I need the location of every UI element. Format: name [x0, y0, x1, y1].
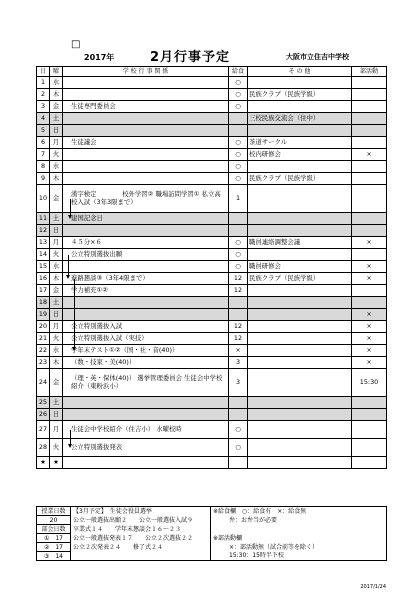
cell-other — [248, 439, 352, 457]
cell-day: 19 — [37, 309, 50, 321]
cell-day: 24 — [37, 369, 50, 397]
cell-dow: 日 — [50, 409, 63, 421]
date-stamp: 2017/1/24 — [360, 584, 386, 590]
page-title: 2月行事予定 — [150, 50, 231, 65]
cell-dow: 土 — [50, 113, 63, 125]
cell-other: 民族クラブ（民族学級） — [248, 273, 352, 285]
footer-line: 【3月予定】 生徒会役員選挙 — [71, 507, 211, 516]
cell-other — [248, 101, 352, 113]
cell-lunch: 12 — [229, 285, 248, 297]
cell-other — [248, 357, 352, 369]
col-day: 日 — [37, 67, 50, 77]
cell-lunch — [229, 125, 248, 137]
cell-other — [248, 161, 352, 173]
table-row — [37, 101, 387, 113]
cell-events: 公立特別選抜発表 — [63, 439, 229, 457]
cell-day: 14 — [37, 249, 50, 261]
footer-line: 卒業式１４ 学年末懇談会１６〜２３ — [71, 525, 211, 534]
cell-dow: 金 — [50, 285, 63, 297]
cell-other: 民族クラブ（民族学級） — [248, 173, 352, 185]
cell-other: 茶道サークル — [248, 137, 352, 149]
cell-club — [352, 185, 387, 213]
cell-club: × — [352, 237, 387, 249]
footer-table — [36, 506, 387, 561]
cell-other: 校内研修会 — [248, 149, 352, 161]
footer-note: 弁：お弁当が必要 — [211, 516, 387, 525]
cell-day: 22 — [37, 345, 50, 357]
table-row — [37, 357, 387, 369]
cell-day: 6 — [37, 137, 50, 149]
cell-day: 23 — [37, 357, 50, 369]
footer-note: ※部活動欄 — [211, 534, 387, 543]
schedule-table — [36, 66, 387, 469]
cell-club — [352, 125, 387, 137]
cell-dow: 木 — [50, 173, 63, 185]
cell-club — [352, 77, 387, 89]
cell-dow: 月 — [50, 237, 63, 249]
table-row — [37, 273, 387, 285]
cell-dow: 日 — [50, 309, 63, 321]
cell-other — [248, 321, 352, 333]
cell-lunch: ○ — [229, 89, 248, 101]
cell-dow: 木 — [50, 357, 63, 369]
col-lunch: 給食 — [229, 67, 248, 77]
cell-events — [63, 77, 229, 89]
cell-events: 漢字検定 校外学習② 職場訪問学習① 私立高校入試（3年3限まで） — [63, 185, 229, 213]
cell-day: 8 — [37, 161, 50, 173]
footer-note: ※給食欄 ○：給食有 ×：給食無 — [211, 507, 387, 516]
cell-lunch: ○ — [229, 249, 248, 261]
cell-lunch: ○ — [229, 261, 248, 273]
cell-club — [352, 439, 387, 457]
table-row — [37, 397, 387, 409]
cell-day: 21 — [37, 333, 50, 345]
cell-club: 15:30 — [352, 369, 387, 397]
table-row — [37, 261, 387, 273]
footer-label: 部会日数 — [37, 525, 71, 534]
table-row — [37, 285, 387, 297]
period-arrow — [70, 199, 71, 216]
cell-lunch — [229, 225, 248, 237]
cell-club — [352, 213, 387, 225]
cell-day: 16 — [37, 273, 50, 285]
cell-other — [248, 77, 352, 89]
table-row — [37, 345, 387, 357]
cell-dow: 火 — [50, 333, 63, 345]
cell-events — [63, 113, 229, 125]
cell-dow: 金 — [50, 101, 63, 113]
cell-lunch — [229, 113, 248, 125]
cell-events — [63, 397, 229, 409]
cell-club: × — [352, 149, 387, 161]
table-row — [37, 213, 387, 225]
cell-lunch — [229, 309, 248, 321]
table-row — [37, 149, 387, 161]
period-arrow — [70, 430, 71, 445]
cell-events: 進路懇談③（3年4限まで） — [63, 273, 229, 285]
cell-lunch: ○ — [229, 77, 248, 89]
cell-club — [352, 409, 387, 421]
cell-lunch — [229, 213, 248, 225]
cell-club — [352, 249, 387, 261]
cell-dow: 水 — [50, 345, 63, 357]
footer-line: 公立２次発表２４ 修了式２４ — [71, 543, 211, 552]
footer-row — [37, 507, 387, 516]
cell-lunch — [229, 457, 248, 469]
period-arrow — [68, 255, 69, 276]
cell-day: 5 — [37, 125, 50, 137]
arrow-head — [68, 444, 72, 448]
cell-club: × — [352, 273, 387, 285]
footer-line: 公立一般選抜発表１７ 公立２次選抜２２ — [71, 534, 211, 543]
table-row — [37, 369, 387, 397]
cell-club — [352, 101, 387, 113]
cell-other: 職員連絡調整会議 — [248, 237, 352, 249]
cell-lunch: ○ — [229, 439, 248, 457]
cell-club: × — [352, 309, 387, 321]
cell-events: （数・技家・美(40)） — [63, 357, 229, 369]
cell-club — [352, 457, 387, 469]
cell-events: 学力補充①② — [63, 285, 229, 297]
cell-day: 15 — [37, 261, 50, 273]
table-row — [37, 77, 387, 89]
cell-club — [352, 137, 387, 149]
cell-dow: 月 — [50, 137, 63, 149]
arrow-head — [68, 215, 72, 219]
cell-day: 28 — [37, 439, 50, 457]
cell-dow: 日 — [50, 225, 63, 237]
col-dow: 曜 — [50, 67, 63, 77]
table-row — [37, 439, 387, 457]
footer-row — [37, 525, 387, 534]
table-row — [37, 161, 387, 173]
cell-events: （理・英・保体(40)） 選挙管理委員会 生徒会中学校紹介（東粉浜小） — [63, 369, 229, 397]
cell-other — [248, 213, 352, 225]
footer-line — [71, 552, 211, 561]
cell-lunch: ○ — [229, 173, 248, 185]
cell-day: 1 — [37, 77, 50, 89]
cell-club: × — [352, 333, 387, 345]
cell-club — [352, 173, 387, 185]
footer-label: 授業日数 — [37, 507, 71, 516]
cell-day: 18 — [37, 297, 50, 309]
table-row — [37, 225, 387, 237]
cell-day: 12 — [37, 225, 50, 237]
cell-day: 3 — [37, 101, 50, 113]
cell-day: 27 — [37, 421, 50, 439]
cell-events — [63, 409, 229, 421]
cell-lunch: ○ — [229, 421, 248, 439]
cell-dow: 水 — [50, 77, 63, 89]
cell-lunch: ○ — [229, 149, 248, 161]
col-other: そ の 他 — [248, 67, 352, 77]
cell-lunch — [229, 409, 248, 421]
cell-day: 17 — [37, 285, 50, 297]
cell-other — [248, 249, 352, 261]
cell-events: 学年末テスト①②（国・社・音(40)） — [63, 345, 229, 357]
period-arrow — [74, 279, 75, 348]
cell-lunch: ○ — [229, 137, 248, 149]
cell-club: × — [352, 321, 387, 333]
cell-day: 4 — [37, 113, 50, 125]
checkbox-mark: □ — [71, 39, 81, 50]
cell-other — [248, 185, 352, 213]
footer-note — [211, 525, 387, 534]
col-club: 部活動 — [352, 67, 387, 77]
cell-dow: 水 — [50, 161, 63, 173]
cell-lunch: ○ — [229, 237, 248, 249]
cell-dow: 土 — [50, 297, 63, 309]
cell-lunch: 12 — [229, 321, 248, 333]
cell-events: ４５分×６ — [63, 237, 229, 249]
cell-events: 公立特別選抜入試（実技） — [63, 333, 229, 345]
cell-lunch: 3 — [229, 369, 248, 397]
cell-club: × — [352, 357, 387, 369]
cell-other — [248, 409, 352, 421]
cell-other — [248, 397, 352, 409]
col-events: 学 校 行 事 関 係 — [63, 67, 229, 77]
cell-day: 10 — [37, 185, 50, 213]
cell-events — [63, 89, 229, 101]
cell-lunch — [229, 297, 248, 309]
table-row — [37, 113, 387, 125]
table-row — [37, 137, 387, 149]
cell-lunch: 1 — [229, 185, 248, 213]
cell-events: 生徒会中学校紹介（住吉小） 水曜校時 — [63, 421, 229, 439]
cell-events: 建国記念日 — [63, 213, 229, 225]
footer-label: ② 17 — [37, 543, 71, 552]
table-header — [37, 67, 387, 77]
cell-events — [63, 161, 229, 173]
cell-lunch — [229, 397, 248, 409]
cell-other: 三校民族交流会（住中） — [248, 113, 352, 125]
cell-lunch: 12 — [229, 333, 248, 345]
cell-club — [352, 397, 387, 409]
cell-day: 26 — [37, 409, 50, 421]
cell-club — [352, 161, 387, 173]
cell-club — [352, 421, 387, 439]
cell-day: ★ — [37, 457, 50, 469]
cell-club — [352, 225, 387, 237]
cell-day: 2 — [37, 89, 50, 101]
cell-lunch: ○ — [229, 101, 248, 113]
cell-club — [352, 113, 387, 125]
cell-events: 公立特別選抜出願 — [63, 249, 229, 261]
cell-dow: 月 — [50, 421, 63, 439]
cell-club — [352, 297, 387, 309]
cell-events — [63, 149, 229, 161]
cell-club: × — [352, 345, 387, 357]
table-row — [37, 297, 387, 309]
year-label: 2017年 — [84, 53, 115, 62]
cell-dow: 金 — [50, 185, 63, 213]
cell-day: 20 — [37, 321, 50, 333]
cell-other — [248, 309, 352, 321]
table-row — [37, 421, 387, 439]
footer-row — [37, 543, 387, 552]
cell-dow: 火 — [50, 149, 63, 161]
cell-dow: 日 — [50, 125, 63, 137]
footer-line: 公立一般選抜出願２ 公立一般選抜入試９ — [71, 516, 211, 525]
table-row — [37, 333, 387, 345]
cell-other — [248, 457, 352, 469]
cell-other — [248, 369, 352, 397]
cell-events: 生徒専門委員会 — [63, 101, 229, 113]
cell-dow: 火 — [50, 249, 63, 261]
cell-events — [63, 309, 229, 321]
cell-dow: 土 — [50, 397, 63, 409]
footer-row — [37, 516, 387, 525]
cell-lunch: ○ — [229, 161, 248, 173]
cell-dow: 木 — [50, 273, 63, 285]
cell-dow: 木 — [50, 89, 63, 101]
footer-row — [37, 534, 387, 543]
table-row — [37, 309, 387, 321]
cell-day: 11 — [37, 213, 50, 225]
footer-note: 15:30：15時半下校 — [211, 552, 387, 561]
cell-day: 7 — [37, 149, 50, 161]
table-row — [37, 409, 387, 421]
table-row — [37, 249, 387, 261]
cell-lunch: 12 — [229, 273, 248, 285]
cell-lunch: 3 — [229, 357, 248, 369]
cell-events — [63, 225, 229, 237]
cell-other — [248, 421, 352, 439]
footer-label: ① 17 — [37, 534, 71, 543]
cell-events — [63, 173, 229, 185]
cell-day: 9 — [37, 173, 50, 185]
school-name: 大阪市立住吉中学校 — [286, 53, 349, 61]
arrow-head — [72, 347, 76, 351]
cell-other — [248, 125, 352, 137]
cell-events — [63, 261, 229, 273]
footer-row — [37, 552, 387, 561]
cell-events — [63, 457, 229, 469]
cell-other — [248, 345, 352, 357]
table-row — [37, 321, 387, 333]
cell-club — [352, 285, 387, 297]
cell-club: × — [352, 261, 387, 273]
cell-other — [248, 225, 352, 237]
cell-events — [63, 297, 229, 309]
cell-dow: 土 — [50, 213, 63, 225]
cell-lunch: × — [229, 345, 248, 357]
arrow-head — [66, 275, 70, 279]
table-row — [37, 237, 387, 249]
cell-other — [248, 297, 352, 309]
cell-events — [63, 125, 229, 137]
cell-dow: 火 — [50, 439, 63, 457]
table-row — [37, 89, 387, 101]
cell-dow: 水 — [50, 261, 63, 273]
cell-other — [248, 333, 352, 345]
footer-label: 20 — [37, 516, 71, 525]
cell-dow: 月 — [50, 321, 63, 333]
table-row — [37, 185, 387, 213]
cell-club — [352, 89, 387, 101]
cell-dow: 金 — [50, 369, 63, 397]
cell-day: 25 — [37, 397, 50, 409]
table-row — [37, 173, 387, 185]
cell-other: 職員研修会 — [248, 261, 352, 273]
table-row — [37, 125, 387, 137]
cell-events: 公立特別選抜入試 — [63, 321, 229, 333]
cell-dow: ★ — [50, 457, 63, 469]
cell-other — [248, 285, 352, 297]
footer-label: ③ 14 — [37, 552, 71, 561]
cell-other: 民族クラブ（民族学級） — [248, 89, 352, 101]
table-row — [37, 457, 387, 469]
footer-note: ×：部活動無（試合前等を除く） — [211, 543, 387, 552]
cell-events: 生徒議会 — [63, 137, 229, 149]
cell-day: 13 — [37, 237, 50, 249]
